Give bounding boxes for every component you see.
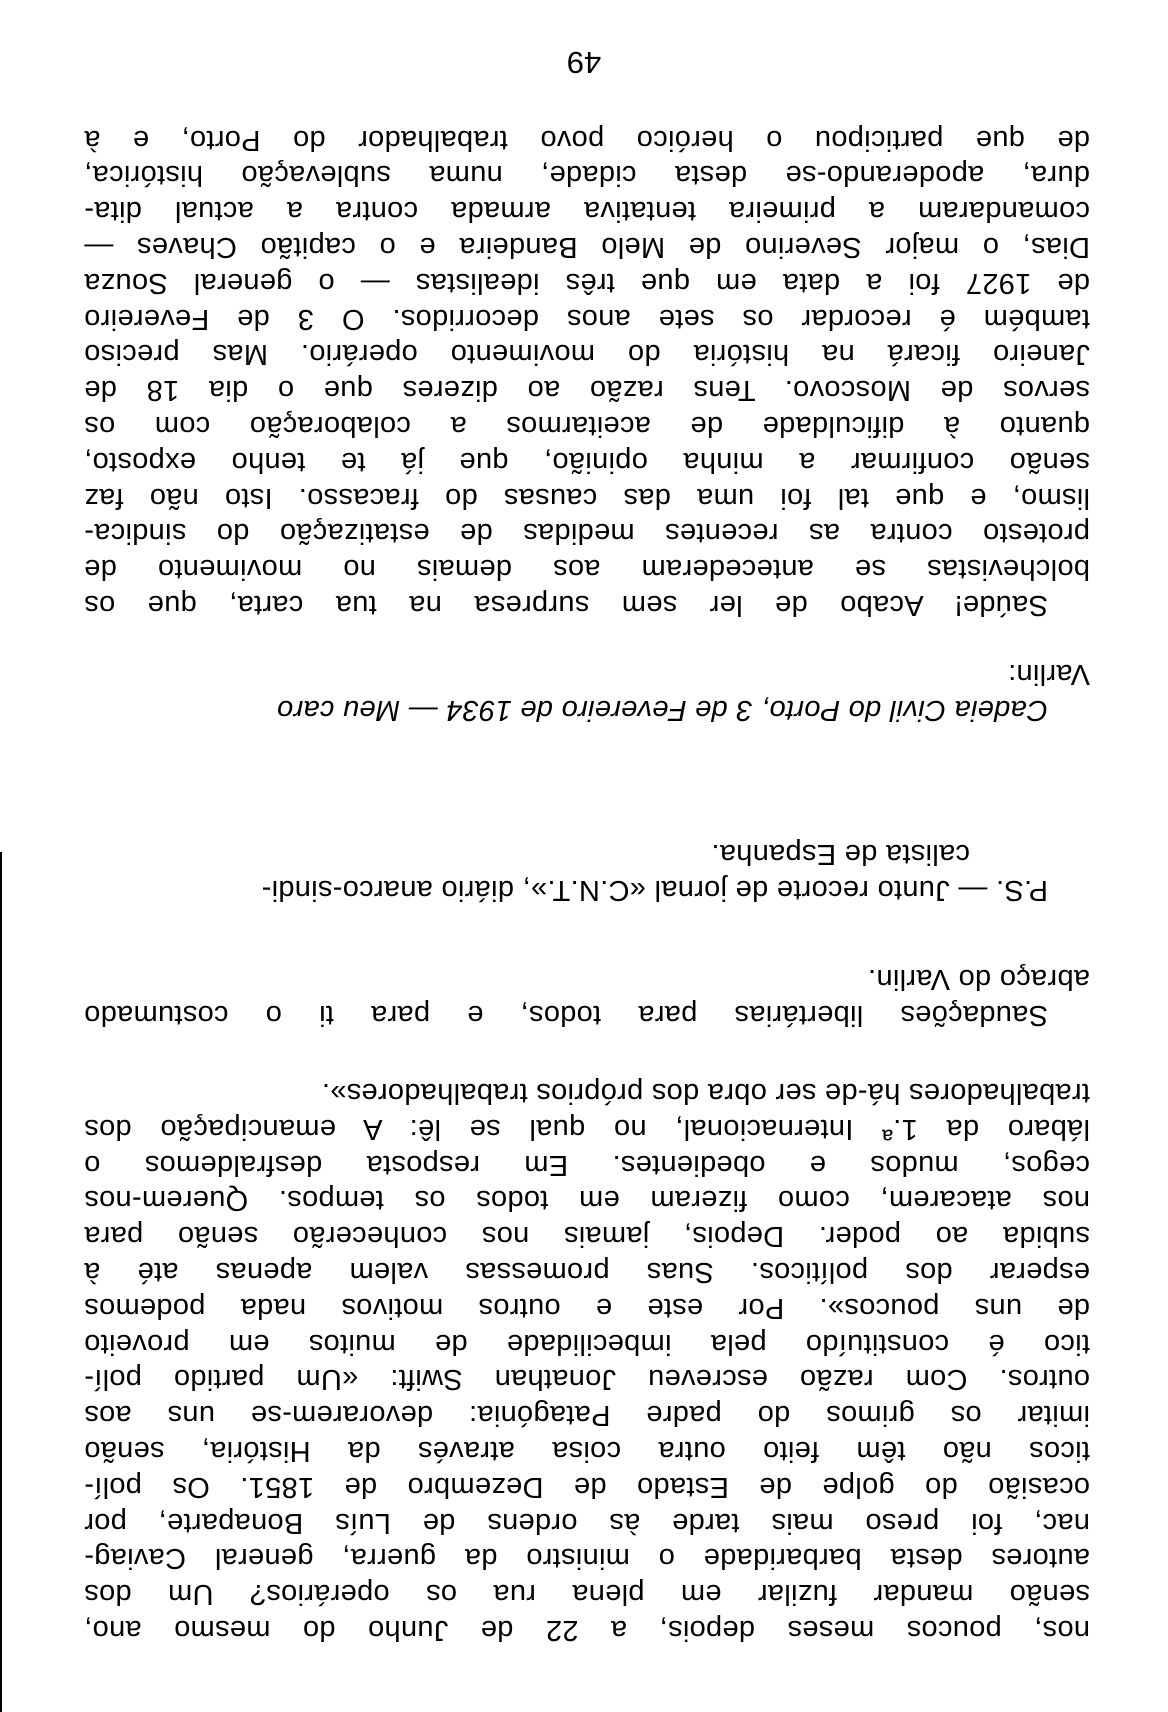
- text-line: de que participou o heróico povo trabalhador do Porto, e à: [84, 123, 1090, 156]
- postscript: [84, 835, 1090, 907]
- text-line: Saudações libertárias para todos, e para ti o costumado: [84, 999, 1048, 1031]
- text-line: quanto à dificuldade de aceitarmos a colaboração com os: [84, 410, 1090, 443]
- text-line: ticos não têm feito outra coisa através da História, senão: [84, 1435, 1090, 1468]
- text-line: subida ao poder. Depois, jamais nos conhecerão senão para: [84, 1220, 1090, 1253]
- text-line: Dias, o major Severino de Melo Bandeira e o capitão Chaves —: [84, 231, 1090, 264]
- text-line: também é recordar os sete anos decorridos. O 3 de Fevereiro: [84, 302, 1090, 335]
- salutation: [84, 960, 1090, 1032]
- text-line: Janeiro ficará na história do movimento operário. Mas preciso: [84, 338, 1090, 371]
- text-line: trabalhadores há-de ser obra dos próprios trabalhadores».: [321, 1077, 1090, 1110]
- text-line: imitar os grimos do padre Patagónia: devorarem-se uns aos: [84, 1399, 1090, 1432]
- text-line: ocasião do golpe de Estado de Dezembro de 1851. Os polí-: [84, 1470, 1090, 1503]
- text-line: outros. Com razão escreveu Jonathan Swift: «Um partido polí-: [84, 1363, 1090, 1396]
- text-line: tico é constituído pela imbecilidade de muitos em proveito: [84, 1327, 1090, 1360]
- text-line: servos de Moscovo. Tens razão ao dizeres que o dia 18 de: [84, 374, 1090, 407]
- letter-dateline: Cadeia Civil do Porto, 3 de Fevereiro de 1934 — Meu caro: [276, 694, 1048, 726]
- text-line: de uns poucos». Por este e outros motivos nada podemos: [84, 1291, 1090, 1324]
- text-line: senão confirmar a minha opinião, que já te tenho exposto,: [84, 445, 1090, 478]
- text-line: abraço do Varlin.: [867, 963, 1090, 996]
- page-number: 49: [566, 45, 602, 80]
- text-line: protesto contra as recentes medidas de estatização do sindica-: [84, 517, 1090, 550]
- page-edge-line: [0, 852, 2, 1712]
- text-line: Saúde! Acabo de ler sem surpresa na tua carta, que os: [84, 589, 1048, 621]
- paragraph-continuation: [84, 1074, 1090, 1647]
- text-line: comandaram a primeira tentativa armada contra a actual dita-: [84, 195, 1090, 228]
- text-line: nos atacarem, como fizeram em todos os tempos. Querem-nos: [84, 1184, 1090, 1217]
- text-line: cegos, mudos e obedientes. Em resposta desfraldemos o: [84, 1148, 1090, 1181]
- text-line: senão mandar fuzilar em plena rua os operários? Um dos: [84, 1578, 1090, 1611]
- text-line: bolchevistas se antecederam aos demais no movimento de: [84, 553, 1090, 586]
- text-line: calista de Espanha.: [711, 838, 970, 871]
- text-line: nac, foi preso mais tarde às ordens de Luís Bonaparte, por: [84, 1506, 1090, 1539]
- text-line: nos, poucos meses depois, a 22 de Junho do mesmo ano,: [84, 1614, 1090, 1646]
- letter-greeting: Varlin:: [1007, 658, 1090, 691]
- text-line: lábaro da 1.ª Internacional, no qual se lê: A emancipação dos: [84, 1112, 1090, 1145]
- text-line: esperar dos políticos. Suas promessas valem apenas até à: [84, 1256, 1090, 1289]
- text-line: de 1927 foi a data em que três idealistas — o general Souza: [84, 266, 1090, 299]
- text-line: autores desta barbaridade o ministro da guerra, general Caviag-: [84, 1542, 1090, 1575]
- text-line: dura, apoderando-se desta cidade, numa sublevação histórica,: [84, 159, 1090, 192]
- text-line: lismo, e que tal foi uma das causas do fracasso. Isto não faz: [84, 481, 1090, 514]
- letter-heading: [84, 655, 1090, 727]
- text-line: P.S. — Junto recorte de jornal «C.N.T.», diário anarco-sindi-: [261, 874, 1048, 906]
- letter-body: [84, 121, 1090, 622]
